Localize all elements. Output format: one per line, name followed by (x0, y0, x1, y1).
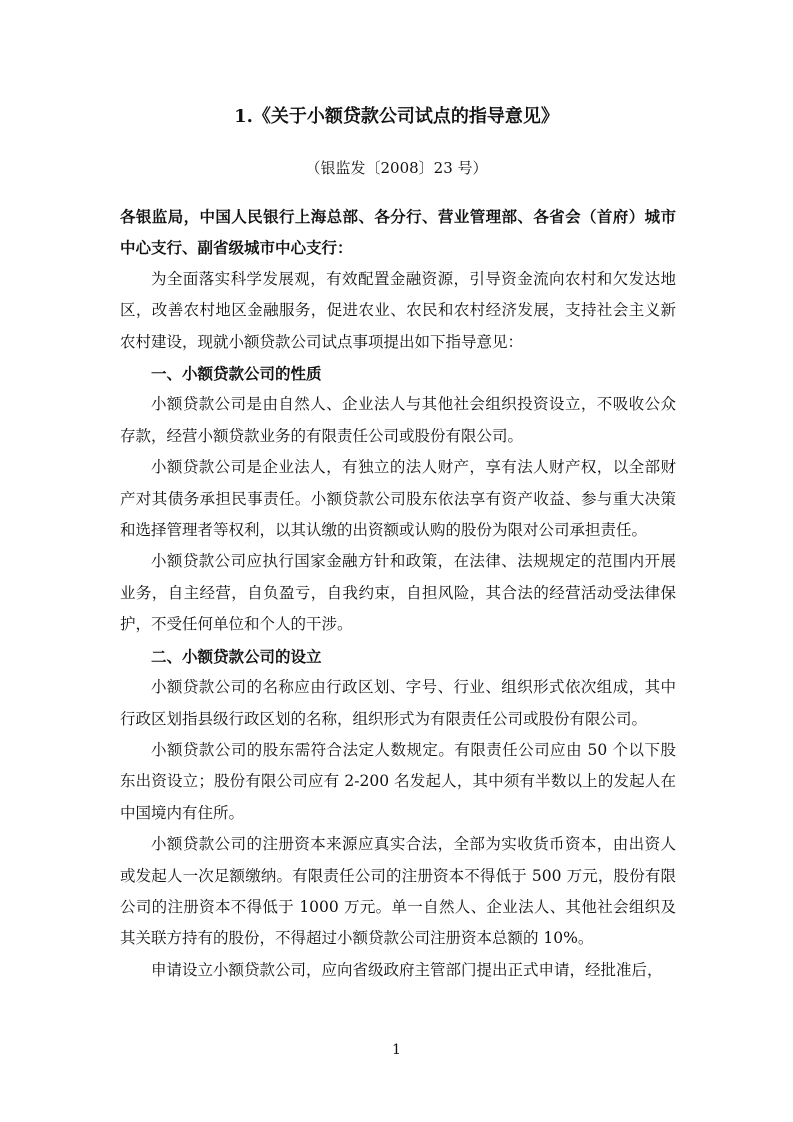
paragraph: 小额贷款公司是由自然人、企业法人与其他社会组织投资设立，不吸收公众存款，经营小额贷款业务的有限责任公司或股份有限公司。 (120, 395, 676, 445)
document-number: （银监发〔2008〕23 号） (305, 159, 488, 177)
paragraph: 小额贷款公司的注册资本来源应真实合法，全部为实收货币资本，由出资人或发起人一次足额缴纳。有限责任公司的注册资本不得低于 500 万元，股份有限公司的注册资本不得低于 1000 万元。单一自然人、企业法人、其他社会组织及其关联方持有的股份，不得超过小额贷款公司注册资本总额的 10%。 (120, 835, 676, 948)
section-heading: 二、小额贷款公司的设立 (151, 646, 322, 666)
paragraph: 申请设立小额贷款公司，应向省级政府主管部门提出正式申请，经批准后， (151, 960, 663, 979)
section-heading: 一、小额贷款公司的性质 (151, 364, 322, 384)
document-body (120, 201, 676, 986)
paragraph: 小额贷款公司的股东需符合法定人数规定。有限责任公司应由 50 个以下股东出资设立；股份有限公司应有 2-200 名发起人，其中须有半数以上的发起人在中国境内有住所。 (120, 740, 676, 822)
paragraph: 小额贷款公司是企业法人，有独立的法人财产，享有法人财产权，以全部财产对其债务承担民事责任。小额贷款公司股东依法享有资产收益、参与重大决策和选择管理者等权利，以其认缴的出资额或认购的股份为限对公司承担责任。 (120, 458, 676, 540)
paragraph: 为全面落实科学发展观，有效配置金融资源，引导资金流向农村和欠发达地区，改善农村地区金融服务，促进农业、农民和农村经济发展，支持社会主义新农村建设，现就小额贷款公司试点事项提出如下指导意见： (120, 269, 676, 351)
document-title: 1.《关于小额贷款公司试点的指导意见》 (234, 106, 559, 127)
paragraph: 小额贷款公司的名称应由行政区划、字号、行业、组织形式依次组成，其中行政区划指县级行政区划的名称，组织形式为有限责任公司或股份有限公司。 (120, 678, 676, 728)
paragraph: 小额贷款公司应执行国家金融方针和政策，在法律、法规规定的范围内开展业务，自主经营，自负盈亏，自我约束，自担风险，其合法的经营活动受法律保护，不受任何单位和个人的干涉。 (120, 552, 676, 634)
addressee: 各银监局，中国人民银行上海总部、各分行、营业管理部、各省会（首府）城市中心支行、副省级城市中心支行： (120, 207, 676, 258)
page-number: 1 (392, 1042, 401, 1058)
